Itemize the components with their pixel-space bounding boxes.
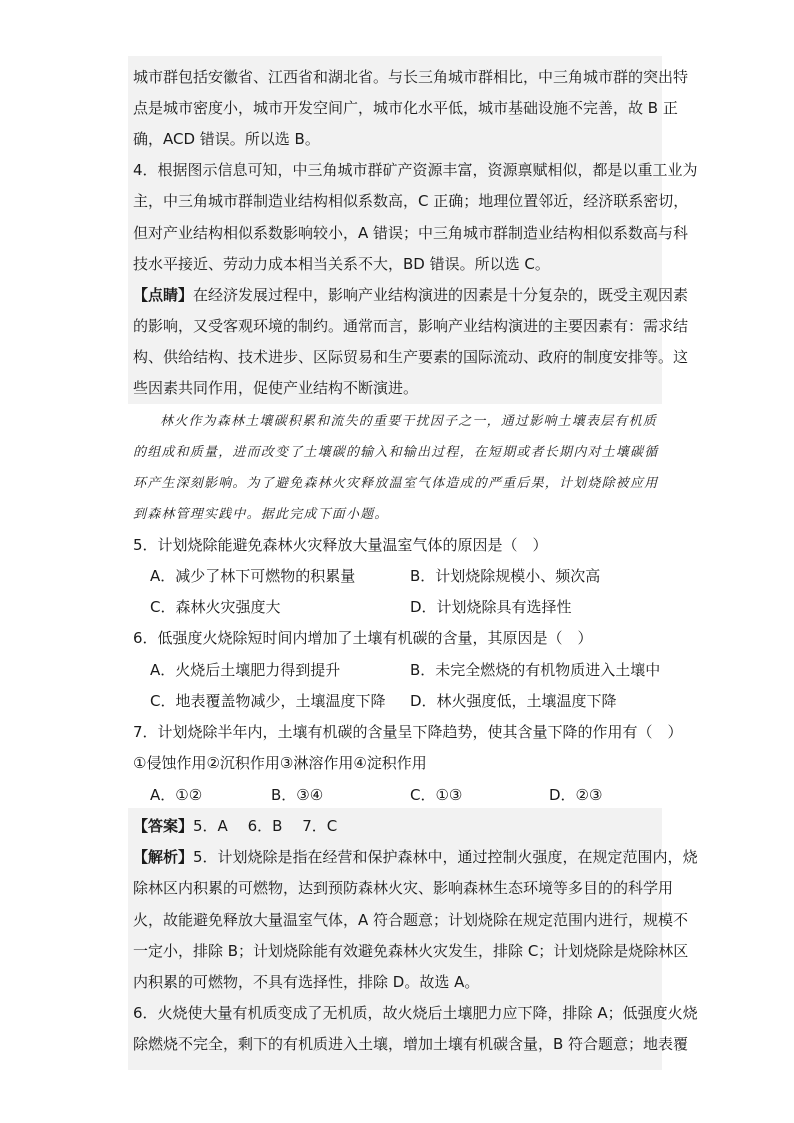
analysis-line: 火，故能避免释放大量温室气体，A 符合题意；计划烧除在规定范围内进行，规模不: [133, 911, 689, 929]
tip-first-line: [133, 285, 688, 305]
explanation-line: 但对产业结构相似系数影响较小，A 错误；中三角城市群制造业结构相似系数高与科: [133, 224, 689, 242]
explanation-line: 技水平接近、劳动力成本相当关系不大，BD 错误。所以选 C。: [133, 255, 550, 273]
passage-line: 环产生深刻影响。为了避免森林火灾释放温室气体造成的严重后果，计划烧除被应用: [133, 476, 659, 491]
tip-text: 在经济发展过程中，影响产业结构演进的因素是十分复杂的，既受主观因素: [193, 286, 689, 304]
passage-line: 的组成和质量，进而改变了土壤碳的输入和输出过程，在短期或者长期内对土壤碳循: [133, 445, 659, 460]
answer-line: [133, 816, 337, 836]
question-7-option-b[interactable]: B．③④: [271, 786, 324, 804]
analysis-line: 内积累的可燃物，不具有选择性，排除 D。故选 A。: [133, 973, 480, 991]
question-5-option-d[interactable]: D．计划烧除具有选择性: [410, 598, 572, 616]
question-6-option-a[interactable]: A．火烧后土壤肥力得到提升: [150, 661, 341, 679]
tip-label: 【点睛】: [133, 286, 194, 304]
answer-text: 5．A 6．B 7．C: [193, 817, 338, 835]
tip-line: 构、供给结构、技术进步、区际贸易和生产要素的国际流动、政府的制度安排等。这: [133, 348, 689, 366]
question-6-option-b[interactable]: B．未完全燃烧的有机物质进入土壤中: [410, 661, 661, 679]
analysis-label: 【解析】: [133, 848, 194, 866]
analysis-text: 5．计划烧除是指在经营和保护森林中，通过控制火强度，在规定范围内，烧: [193, 848, 698, 866]
analysis-line: 一定小，排除 B；计划烧除能有效避免森林火灾发生，排除 C；计划烧除是烧除林区: [133, 942, 689, 960]
tip-line: 些因素共同作用，促使产业结构不断演进。: [133, 379, 419, 397]
question-5-stem: 5．计划烧除能避免森林火灾释放大量温室气体的原因是（ ）: [133, 536, 548, 554]
question-7-option-d[interactable]: D．②③: [549, 786, 603, 804]
question-5-option-c[interactable]: C．森林火灾强度大: [150, 598, 281, 616]
analysis-first-line: [133, 847, 698, 867]
question-7-option-c[interactable]: C．①③: [410, 786, 463, 804]
explanation-line: 确，ACD 错误。所以选 B。: [133, 130, 320, 148]
question-7-option-a[interactable]: A．①②: [150, 786, 203, 804]
question-7-stem: 7．计划烧除半年内，土壤有机碳的含量呈下降趋势，使其含量下降的作用有（ ）: [133, 723, 683, 741]
question-6-stem: 6．低强度火烧除短时间内增加了土壤有机碳的含量，其原因是（ ）: [133, 629, 593, 647]
explanation-line: 城市群包括安徽省、江西省和湖北省。与长三角城市群相比，中三角城市群的突出特: [133, 68, 689, 86]
analysis-line: 除林区内积累的可燃物，达到预防森林火灾、影响森林生态环境等多目的的科学用: [133, 879, 674, 897]
explanation-line: 点是城市密度小，城市开发空间广，城市化水平低，城市基础设施不完善，故 B 正: [133, 99, 678, 117]
question-7-subitems: ①侵蚀作用②沉积作用③淋溶作用④淀积作用: [133, 754, 427, 772]
question-5-option-b[interactable]: B．计划烧除规模小、频次高: [410, 567, 601, 585]
question-6-option-d[interactable]: D．林火强度低，土壤温度下降: [410, 692, 617, 710]
answer-label: 【答案】: [133, 817, 194, 835]
tip-line: 的影响，又受客观环境的制约。通常而言，影响产业结构演进的主要因素有：需求结: [133, 317, 689, 335]
question-6-option-c[interactable]: C．地表覆盖物减少，土壤温度下降: [150, 692, 386, 710]
analysis-line: 6．火烧使大量有机质变成了无机质，故火烧后土壤肥力应下降，排除 A；低强度火烧: [133, 1004, 698, 1022]
question-5-option-a[interactable]: A．减少了林下可燃物的积累量: [150, 567, 356, 585]
explanation-line: 主，中三角城市群制造业结构相似系数高，C 正确；地理位置邻近，经济联系密切，: [133, 192, 689, 210]
passage-line: 林火作为森林土壤碳积累和流失的重要干扰因子之一，通过影响土壤表层有机质: [160, 414, 658, 429]
analysis-line: 除燃烧不完全，剩下的有机质进入土壤，增加土壤有机碳含量，B 符合题意；地表覆: [133, 1035, 689, 1053]
passage-line: 到森林管理实践中。据此完成下面小题。: [133, 507, 389, 522]
explanation-line: 4．根据图示信息可知，中三角城市群矿产资源丰富，资源禀赋相似，都是以重工业为: [133, 161, 698, 179]
